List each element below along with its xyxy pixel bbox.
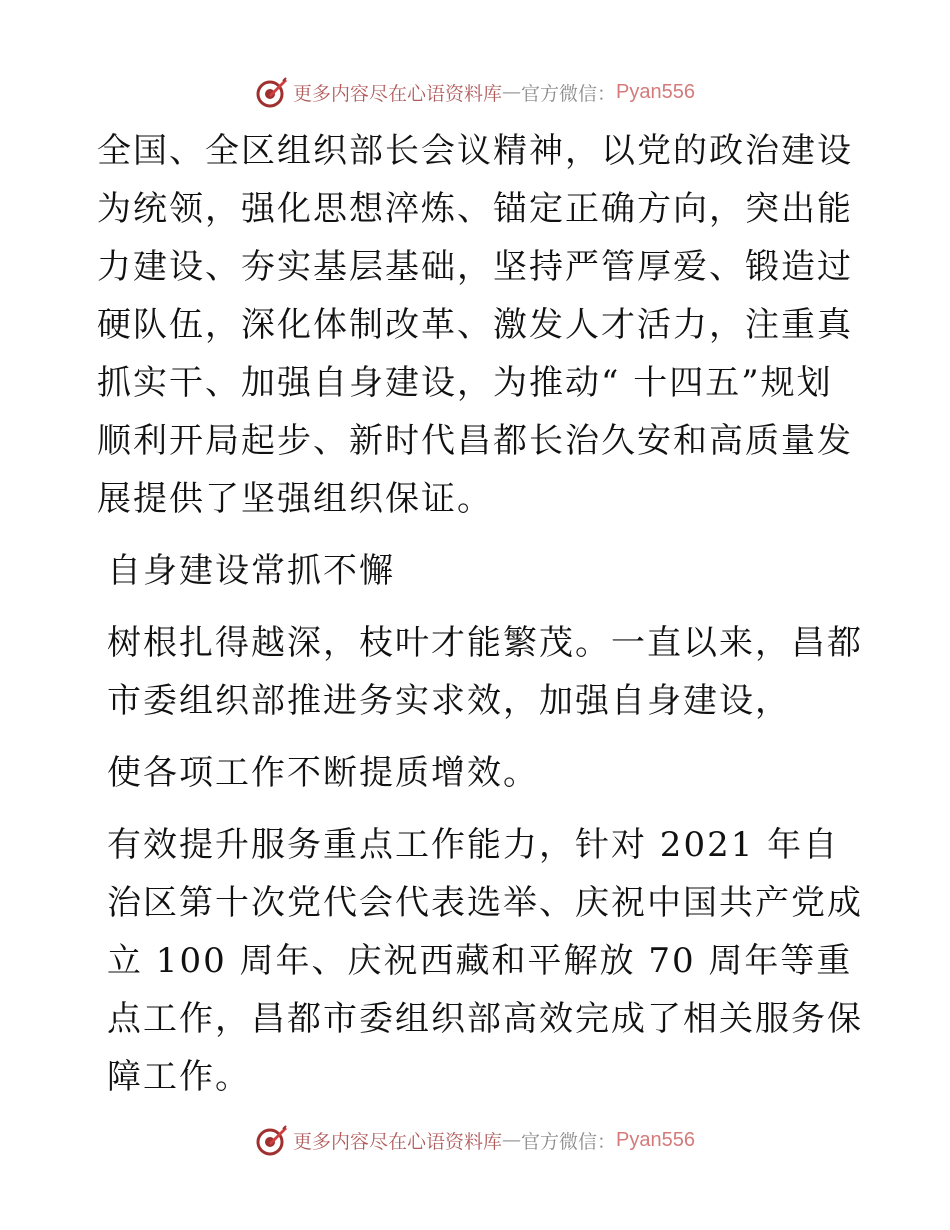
watermark-wechat-id: Pyan556 bbox=[616, 80, 695, 103]
watermark-separator: — bbox=[502, 81, 522, 103]
pen-logo-icon bbox=[255, 75, 289, 109]
watermark-wechat-label: 官方微信： bbox=[521, 82, 617, 105]
paragraph-service: 有效提升服务重点工作能力，针对 2021 年自治区第十次党代会代表选举、庆祝中国共产党成立 100 周年、庆祝西藏和平解放 70 周年等重点工作，昌都市委组织部高效完成了相关服务保障工作。 bbox=[107, 825, 863, 1097]
footer-watermark bbox=[0, 1120, 950, 1160]
pen-logo-icon bbox=[255, 1123, 289, 1157]
document-body bbox=[97, 122, 867, 1106]
paragraph-efficiency: 使各项工作不断提质增效。 bbox=[107, 753, 539, 793]
paragraph-intro: 全国、全区组织部长会议精神，以党的政治建设为统领，强化思想淬炼、锚定正确方向，突出能力建设、夯实基层基础，坚持严管厚爱、锻造过硬队伍，深化体制改革、激发人才活力，注重真抓实干、加强自身建设，为推动“ 十四五”规划顺利开局起步、新时代昌都长治久安和高质量发展提供了坚强组织保证。 bbox=[97, 131, 853, 519]
header-watermark bbox=[0, 72, 950, 112]
watermark-site-text: 更多内容尽在心语资料库 bbox=[293, 82, 503, 105]
watermark-wechat-label: 官方微信： bbox=[521, 1130, 617, 1153]
watermark-separator: — bbox=[502, 1129, 522, 1151]
section-heading: 自身建设常抓不懈 bbox=[107, 551, 395, 591]
watermark-wechat-id: Pyan556 bbox=[616, 1128, 695, 1151]
watermark-site-text: 更多内容尽在心语资料库 bbox=[293, 1130, 503, 1153]
paragraph-roots: 树根扎得越深，枝叶才能繁茂。一直以来，昌都市委组织部推进务实求效，加强自身建设， bbox=[107, 623, 863, 721]
